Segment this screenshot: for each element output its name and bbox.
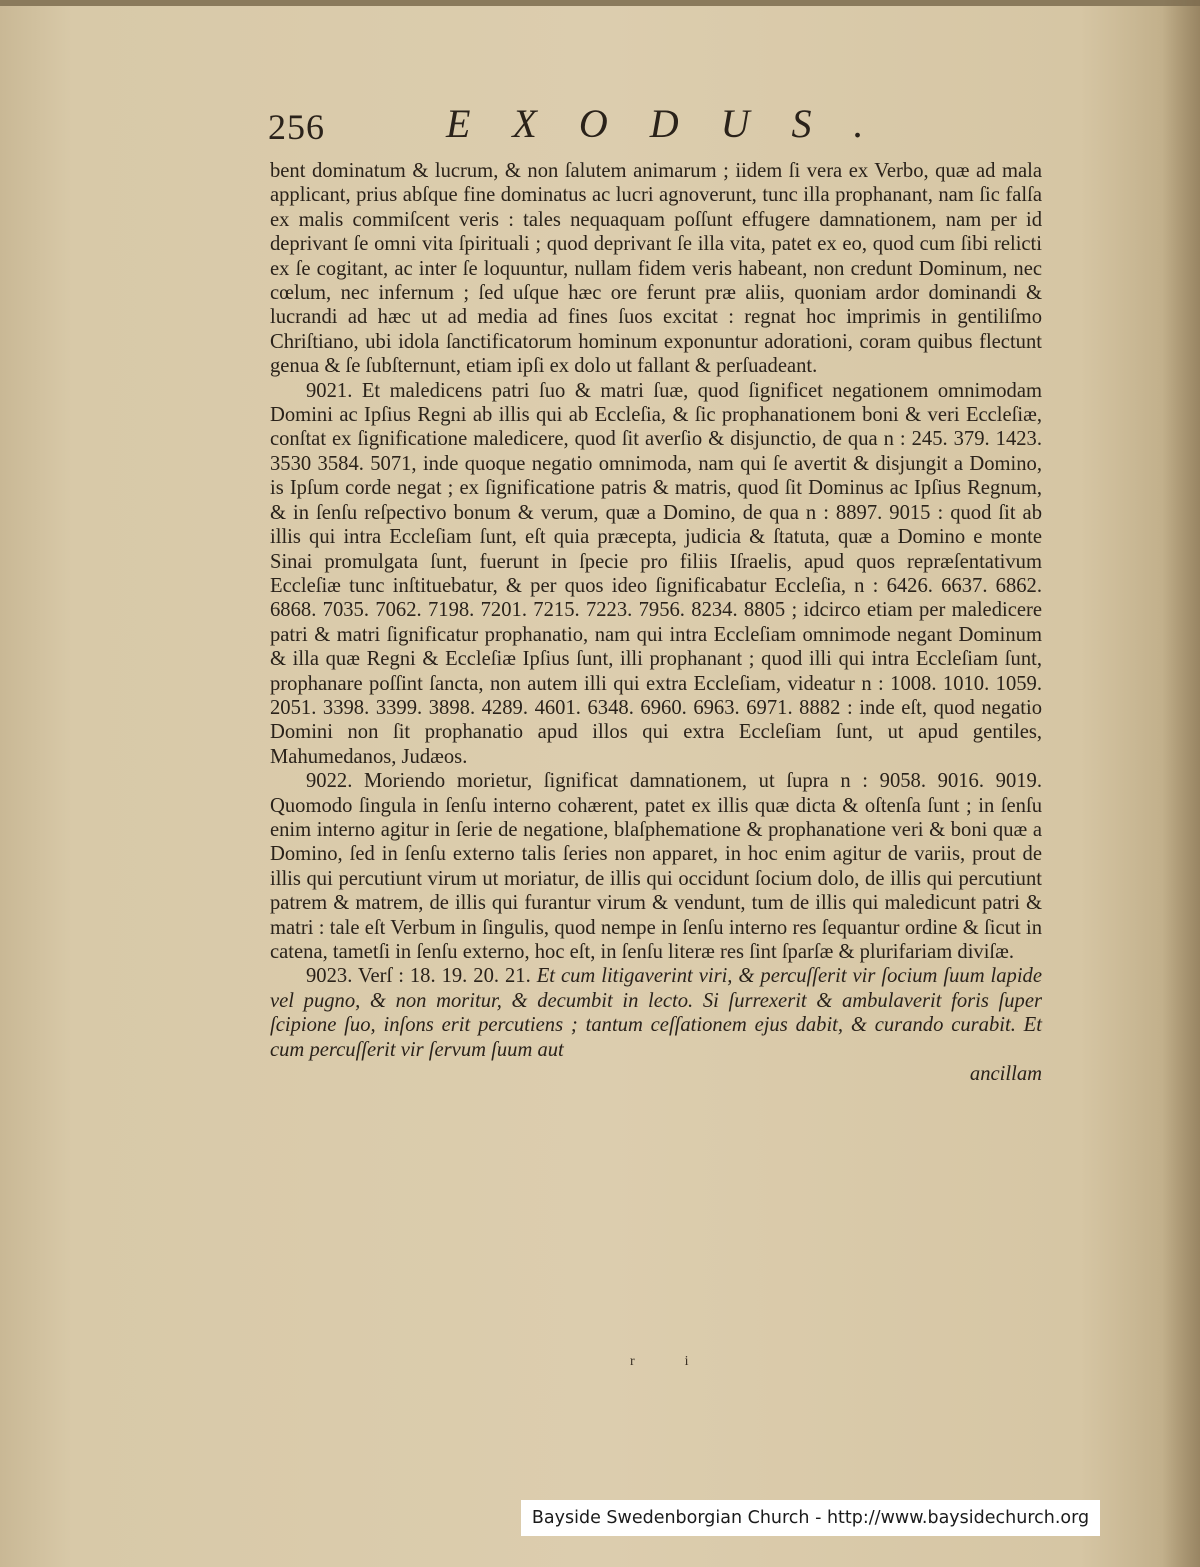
signature-mark: i (684, 1354, 739, 1369)
signature-marks (630, 1354, 739, 1370)
paragraph-9023 (270, 964, 1042, 1062)
catchword: ancillam (969, 1063, 1042, 1086)
paragraph-9021: 9021. Et maledicens patri ſuo & matri ſuæ, quod ſignificet negationem omnimodam Domini ac Ipſius Regni ab illis qui ab Eccleſia, & ſic prophanationem boni & veri Eccleſiæ, conſtat ex ſignificatione maledicere, quod ſit averſio & disjunctio, de qua n : 245. 379. 1423. 3530 3584. 5071, inde quoque negatio omnimoda, nam qui ſe avertit & disjungit a Domino, is Ipſum corde negat ; ex ſignificatione patris & matris, quod ſit Dominus ac Ipſius Regnum, & in ſenſu reſpectivo bonum & verum, quæ a Domino, de qua n : 8897. 9015 : quod ſit ab illis qui intra Eccleſiam ſunt, eſt quia præcepta, judicia & ſtatuta, quæ a Domino e monte Sinai promulgata ſunt, fuerunt in ſpecie pro filiis Iſraelis, apud quos repræſentativum Eccleſiæ tunc inſtituebatur, & per quos ideo ſignificabatur Eccleſia, n : 6426. 6637. 6862. 6868. 7035. 7062. 7198. 7201. 7215. 7223. 7956. 8234. 8805 ; idcirco etiam per maledicere patri & matri ſignificatur prophanatio, nam qui intra Eccleſiam omnimode negant Dominum & illa quæ Regni & Eccleſiæ Ipſius ſunt, illi prophanant ; quod illi qui intra Eccleſiam ſunt, prophanare poſſint ſancta, non autem illi qui extra Eccleſiam, videatur n : 1008. 1010. 1059. 2051. 3398. 3399. 3898. 4289. 4601. 6348. 6960. 6963. 6971. 8882 : inde eſt, quod negatio Domini non ſit prophanatio apud illos qui extra Eccleſiam ſunt, ut apud gentiles, Mahumedanos, Judæos. (270, 379, 1042, 768)
page-top-edge (0, 0, 1200, 6)
signature-mark: r (630, 1354, 685, 1369)
paragraph-9022: 9022. Moriendo morietur, ſignificat damnationem, ut ſupra n : 9058. 9016. 9019. Quomodo ſingula in ſenſu interno cohærent, patet ex illis quæ dicta & oſtenſa ſunt ; in ſenſu enim interno agitur in ſerie de negatione, blaſphematione & prophanatione veri & boni quæ a Domino, ſed in ſenſu externo talis ſeries non apparet, in hoc enim agitur de variis, prout de illis qui percutiunt virum ut moriatur, de illis qui occidunt ſocium dolo, de illis qui percutiunt patrem & matrem, de illis qui furantur virum & vendunt, tum de illis qui maledicunt patri & matri : tale eſt Verbum in ſingulis, quod nempe in ſenſu interno res ſequantur ordine & ſicut in catena, tametſi in ſenſu externo, hoc eſt, in ſenſu literæ res ſint ſparſæ & plurifariam diviſæ. (270, 770, 1042, 963)
body-text (270, 159, 1042, 1086)
verse-text: Et cum litigaverint viri, & percuſſerit vir ſocium ſuum lapide vel pugno, & non moritur, & decumbit in lecto. Si ſurrexerit & ambulaverit foris ſuper ſcipione ſuo, inſons erit percutiens ; tantum ceſſationem ejus dabit, & curando curabit. Et cum percuſſerit vir ſervum ſuum aut (270, 965, 1042, 1061)
verse-number: 9023. Verſ : 18. 19. 20. 21. (306, 965, 531, 988)
running-title: EXODUS. (446, 101, 906, 146)
page-right-shadow (1162, 0, 1200, 1567)
page-number: 256 (268, 107, 325, 147)
paragraph-continuation: bent dominatum & lucrum, & non ſalutem animarum ; iidem ſi vera ex Verbo, quæ ad mala applicant, prius abſque fine dominatus ac lucri agnoverunt, tunc illa prophanant, nam ſic falſa ex malis commiſcent veris : tales nequaquam poſſunt effugere damnationem, nam per id deprivant ſe omni vita ſpirituali ; quod deprivant ſe illa vita, patet ex eo, quod cum ſibi relicti ex ſe cogitant, ac inter ſe loquuntur, nullam fidem veris habeant, non credunt Dominum, nec cœlum, nec infernum ; ſed uſque hæc ore ferunt præ aliis, quoniam ardor dominandi & lucrandi ad hæc ut ad media ad fines ſuos excitat : regnat hoc imprimis in gentiliſmo Chriſtiano, ubi idola ſanctificatorum hominum exponuntur adorationi, coram quibus flectunt genua & ſe ſubſternunt, etiam ipſi ex dolo ut fallant & perſuadeant. (270, 160, 1042, 378)
page-header (268, 100, 1068, 150)
footer-credit-banner[interactable]: Bayside Swedenborgian Church - http://www.baysidechurch.org (521, 1500, 1100, 1536)
